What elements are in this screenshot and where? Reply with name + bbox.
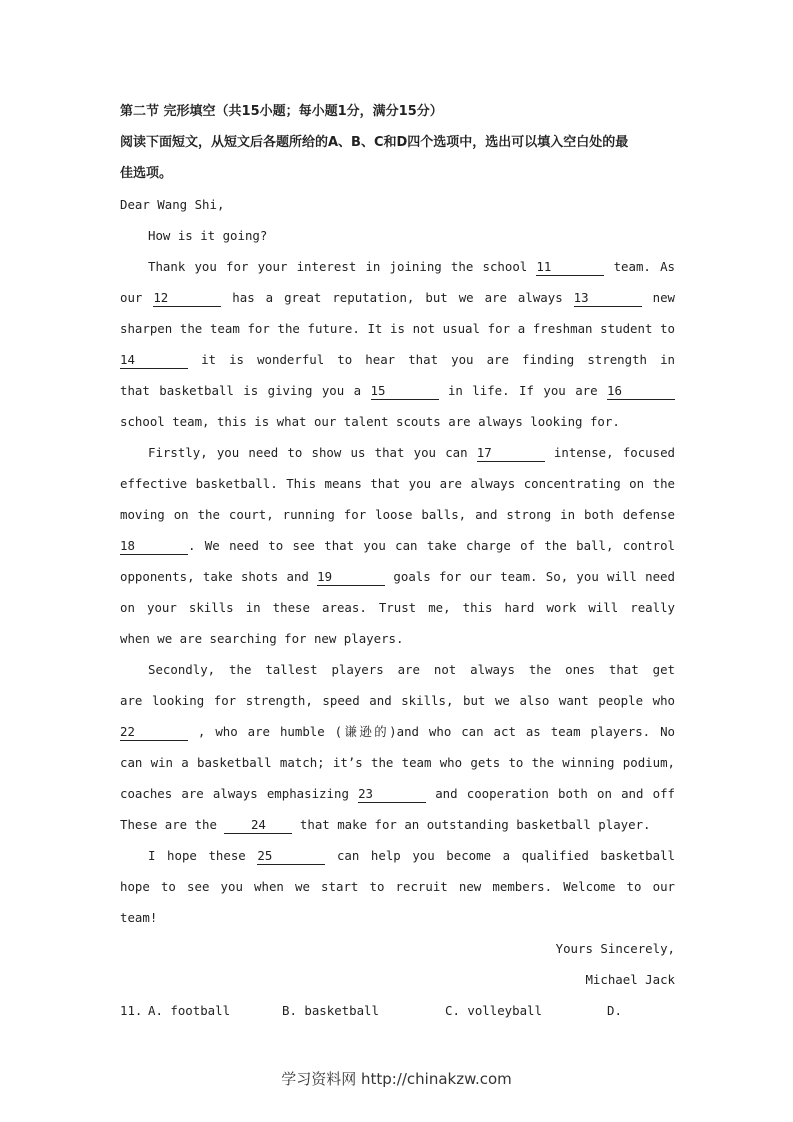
option-b: B. basketball bbox=[282, 1003, 379, 1018]
blank-13: 13 bbox=[574, 290, 642, 307]
text-span: new bbox=[652, 290, 675, 305]
text-span: team. As bbox=[613, 259, 675, 274]
blank-15: 15 bbox=[371, 383, 439, 400]
paragraph-4-line-1 bbox=[120, 840, 675, 871]
paragraph-1-line-2 bbox=[120, 282, 675, 313]
text-span: it is wonderful to hear that you are finding strength in bbox=[201, 352, 675, 367]
paragraph-4-line-3: team! bbox=[120, 910, 158, 925]
text-span: that basketball is giving you a bbox=[120, 383, 371, 398]
question-11 bbox=[120, 995, 675, 1026]
section-title: 第二节 完形填空（共15小题；每小题1分，满分15分） bbox=[120, 104, 443, 119]
text-span: on your skills in these areas. Trust me, this hard work will really bbox=[120, 600, 675, 615]
paragraph-1-line-6: school team, this is what our talent scouts are always looking for. bbox=[120, 414, 620, 429]
text-span: in life. If you are bbox=[438, 383, 607, 398]
blank-25: 25 bbox=[257, 848, 325, 865]
paragraph-1-line-3: sharpen the team for the future. It is not usual for a freshman student to bbox=[120, 321, 675, 336]
option-c: C. volleyball bbox=[445, 1003, 542, 1018]
text-span: Firstly, you need to show us that you can bbox=[148, 445, 477, 460]
paragraph-1-line-1 bbox=[120, 251, 675, 282]
salutation: Dear Wang Shi, bbox=[120, 197, 225, 212]
footer-watermark: 学习资料网 http://chinakzw.com bbox=[281, 1070, 512, 1088]
text-span: and cooperation both on and off bbox=[435, 786, 675, 801]
paragraph-2-line-6 bbox=[120, 592, 675, 623]
text-span: These are the bbox=[120, 817, 225, 832]
paragraph-3-line-6 bbox=[120, 809, 675, 840]
text-span: , who are humble (谦逊的)and who can act as team players. No bbox=[197, 724, 675, 739]
text-span: coaches are always emphasizing bbox=[120, 786, 359, 801]
blank-18: 18 bbox=[120, 538, 188, 555]
option-d: D. bbox=[607, 1003, 622, 1018]
text-span: Secondly, the tallest players are not always the ones that get bbox=[148, 662, 675, 677]
paragraph-2-line-2: effective basketball. This means that you are always concentrating on the bbox=[120, 476, 675, 491]
instruction-line-2: 佳选项。 bbox=[120, 166, 173, 181]
paragraph-3-line-2: are looking for strength, speed and skills, but we also want people who bbox=[120, 693, 675, 708]
document-body bbox=[120, 96, 675, 1026]
blank-12: 12 bbox=[153, 290, 221, 307]
signature: Michael Jack bbox=[585, 972, 675, 987]
greeting-line: How is it going? bbox=[148, 228, 268, 243]
paragraph-3-line-1 bbox=[120, 654, 675, 685]
text-span: opponents, take shots and bbox=[120, 569, 318, 584]
blank-14: 14 bbox=[120, 352, 188, 369]
paragraph-2-line-7: when we are searching for new players. bbox=[120, 631, 404, 646]
option-a: A. football bbox=[148, 1003, 231, 1018]
blank-16: 16 bbox=[607, 383, 675, 400]
instruction-line-1: 阅读下面短文，从短文后各题所给的A、B、C和D四个选项中，选出可以填入空白处的最 bbox=[120, 135, 629, 150]
paragraph-3-line-4: can win a basketball match; it’s the team who gets to the winning podium, bbox=[120, 755, 675, 770]
blank-19: 19 bbox=[317, 569, 385, 586]
paragraph-2-line-1 bbox=[120, 437, 675, 468]
paragraph-2-line-4 bbox=[120, 530, 675, 561]
text-span: I hope these bbox=[148, 848, 258, 863]
text-span: goals for our team. So, you will need bbox=[393, 569, 675, 584]
blank-23: 23 bbox=[358, 786, 426, 803]
text-span: Thank you for your interest in joining the school bbox=[148, 259, 537, 274]
text-span: our bbox=[120, 290, 154, 305]
paragraph-3-line-5 bbox=[120, 778, 675, 809]
blank-24: 24 bbox=[224, 817, 292, 834]
paragraph-1-line-4 bbox=[120, 344, 675, 375]
closing: Yours Sincerely, bbox=[555, 941, 675, 956]
text-span: intense, focused bbox=[553, 445, 675, 460]
paragraph-4-line-2: hope to see you when we start to recruit new members. Welcome to our bbox=[120, 879, 675, 894]
text-span: has a great reputation, but we are always bbox=[221, 290, 574, 305]
paragraph-1-line-5 bbox=[120, 375, 675, 406]
paragraph-2-line-3: moving on the court, running for loose balls, and strong in both defense bbox=[120, 507, 675, 522]
paragraph-2-line-5 bbox=[120, 561, 675, 592]
text-span: . We need to see that you can take charge of the ball, control bbox=[188, 538, 675, 553]
blank-22: 22 bbox=[120, 724, 188, 741]
blank-11: 11 bbox=[536, 259, 604, 276]
question-number: 11. bbox=[120, 1003, 143, 1018]
text-span: can help you become a qualified basketball bbox=[336, 848, 675, 863]
paragraph-3-line-3 bbox=[120, 716, 675, 747]
text-span: that make for an outstanding basketball player. bbox=[292, 817, 651, 832]
blank-17: 17 bbox=[477, 445, 545, 462]
